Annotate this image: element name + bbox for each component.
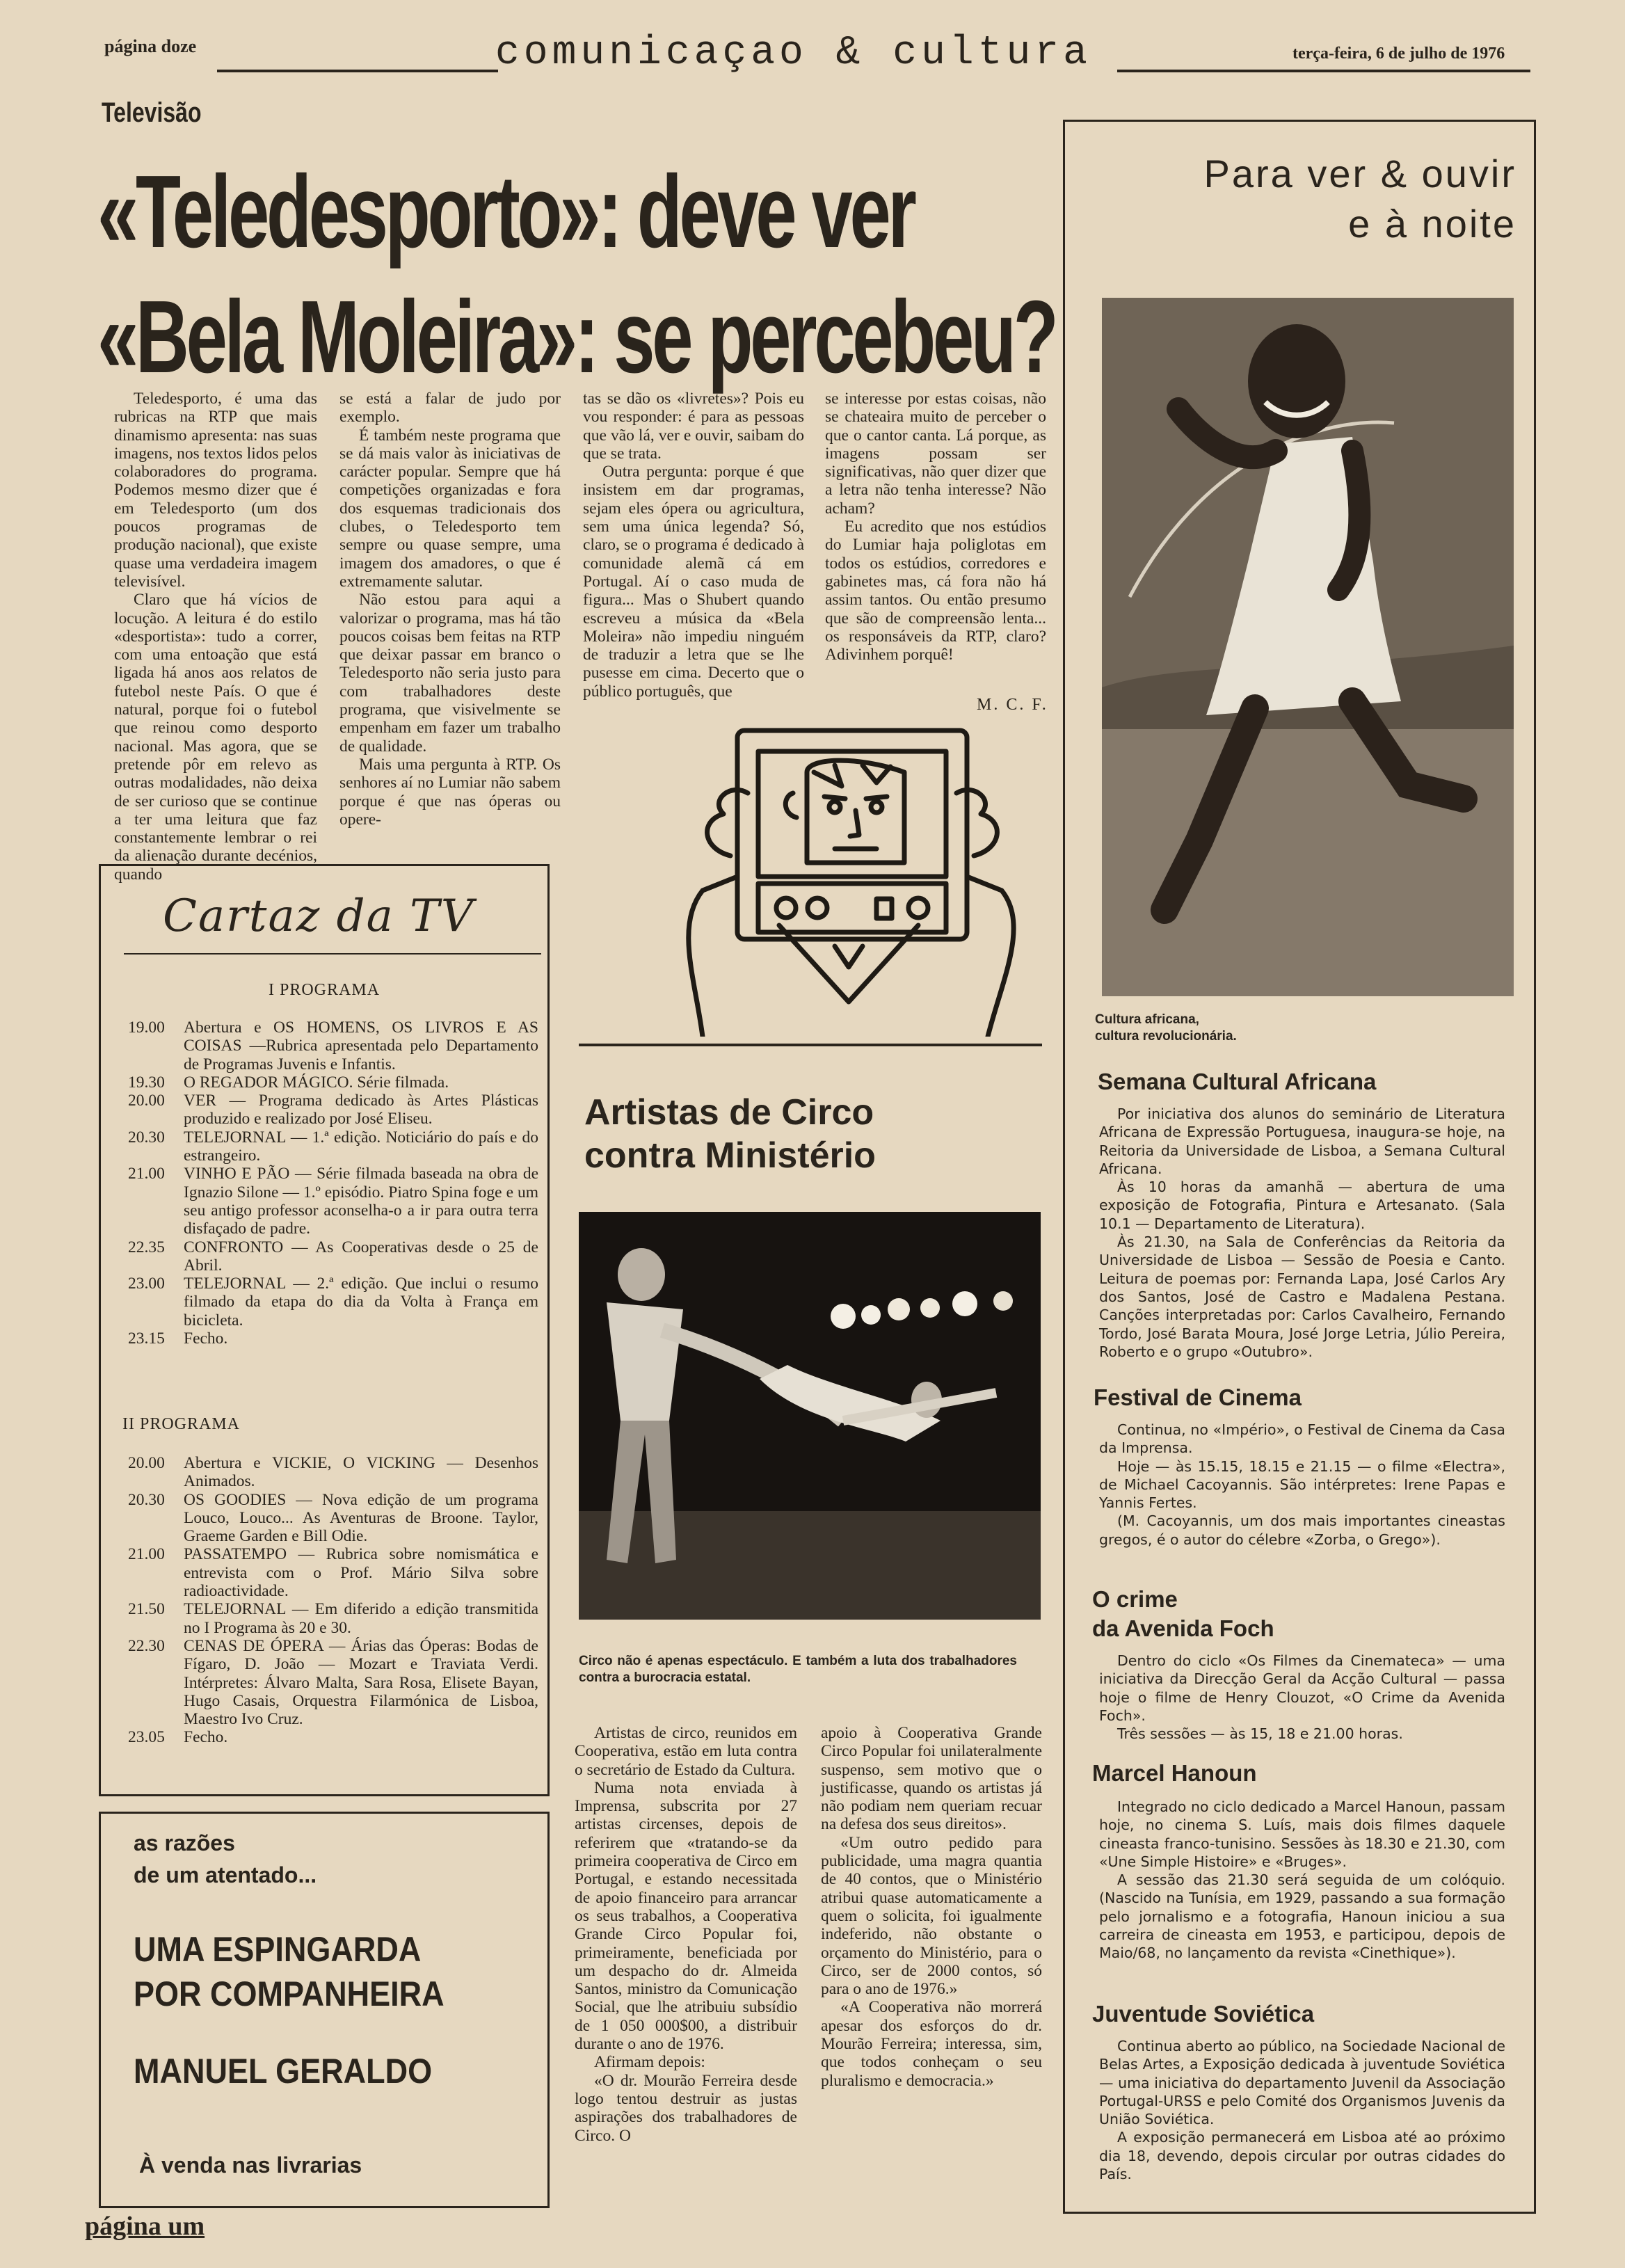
schedule-row [128, 1600, 538, 1637]
african-child-photo [1102, 298, 1514, 996]
sidebar-title [1099, 149, 1516, 249]
advert-title-line-1: UMA ESPINGARDA [134, 1930, 422, 1969]
schedule-row [128, 1165, 538, 1238]
advert-book-title [134, 1927, 445, 2016]
schedule-time: 22.30 [128, 1636, 165, 1655]
paragraph: se está a falar de judo por exemplo. [339, 390, 561, 426]
schedule-description: Abertura e OS HOMENS, OS LIVROS E AS COISAS —Rubrica apresentada pelo Departamento de Programas Juvenis e Infantis. [184, 1019, 538, 1073]
schedule-row [128, 1073, 538, 1092]
channel-1-schedule [128, 1019, 538, 1348]
caption-line-2: cultura revolucionária. [1095, 1029, 1237, 1044]
schedule-description: TELEJORNAL — 2.ª edição. Que inclui o resumo filmado da etapa do dia da Volta à França em bicicleta. [184, 1275, 538, 1329]
article-column-3 [583, 390, 804, 701]
paragraph: Por iniciativa dos alunos do seminário de Literatura Africana de Expressão Portuguesa, inaugura-se hoje, na Reitoria da Universidade de Lisboa, a Semana Cultural Africana. [1099, 1105, 1505, 1177]
schedule-description: O REGADOR MÁGICO. Série filmada. [184, 1073, 449, 1092]
article-kicker: Televisão [102, 97, 202, 128]
schedule-time: 19.30 [128, 1073, 165, 1092]
cinema-festival-text [1099, 1421, 1505, 1549]
paragraph: Às 10 horas da amanhã — abertura de uma exposição de Fotografia, Pintura e Artesanato. (Sala 10.1 — Departamento de Literatura). [1099, 1179, 1505, 1232]
schedule-row [128, 1637, 538, 1728]
schedule-row [128, 1275, 538, 1329]
paragraph: tas se dão os «livretes»? Pois eu vou responder: é para as pessoas que vão lá, ver e ouvir, saibam do que se trata. [583, 390, 804, 463]
author-signature: M. C. F. [977, 696, 1048, 714]
paragraph: apoio à Cooperativa Grande Circo Popular foi unilateralmente suspenso, sem motivo que o justificasse, quando os artistas já não podiam nem queriam recuar na defesa dos seus direitos». [821, 1724, 1042, 1834]
channel-2-schedule [128, 1454, 538, 1747]
circus-column-2 [821, 1724, 1042, 2090]
masthead-rule-right [1117, 70, 1530, 72]
masthead-rule-left [217, 70, 498, 72]
headline-line-1: «Teledesporto»: deve ver [97, 154, 914, 269]
paragraph: Três sessões — às 15, 18 e 21.00 horas. [1117, 1725, 1403, 1743]
sidebar-title-line-1: Para ver & ouvir [1203, 152, 1516, 195]
circus-photo-caption: Circo não é apenas espectáculo. E também a luta dos trabalhadores contra a burocracia estatal. [579, 1654, 1017, 1685]
schedule-description: TELEJORNAL — 1.ª edição. Noticiário do país e do estrangeiro. [184, 1128, 538, 1165]
paragraph: Dentro do ciclo «Os Filmes da Cinemateca» — uma iniciativa da Direcção Geral da Acção Cultural — passa hoje o filme de Henry Clouzot, «O Crime da Avenida Foch». [1099, 1652, 1505, 1724]
schedule-description: PASSATEMPO — Rubrica sobre nomismática e entrevista com o Prof. Mário Silva sobre radioactividade. [184, 1545, 538, 1601]
sidebar-photo-caption [1095, 1012, 1237, 1045]
schedule-row [128, 1019, 538, 1073]
schedule-description: VER — Programa dedicado às Artes Plásticas produzido e realizado por José Eliseu. [184, 1092, 538, 1128]
paragraph: Teledesporto, é uma das rubricas na RTP que mais dinamismo apresenta: nas suas imagens, nos textos lidos pelos colaboradores do programa. Podemos mesmo dizer que é em Teledesporto (um dos poucos programas de produção nacional), que existe quase uma verdadeira imagem televisível. [114, 390, 317, 591]
circus-performance-photo [579, 1212, 1041, 1620]
paragraph: Continua aberto ao público, na Sociedade Nacional de Belas Artes, a Exposição dedicada à juventude Soviética — uma iniciativa do departamento Juvenil da Associação Portugal-URSS e pelo Comité dos Organismos Juvenis da União Soviética. [1099, 2038, 1505, 2128]
paragraph: «A Cooperativa não morrerá apesar dos esforços do dr. Mourão Ferreira; interessa, sim, que todos conheçam o seu pluralismo e democracia.» [821, 1998, 1042, 2090]
schedule-time: 20.00 [128, 1092, 165, 1110]
paragraph: Eu acredito que nos estúdios do Lumiar haja poliglotas em todos os estúdios, corredores e gabinetes mas, cá fora não há assim tantos. Ou então presumo que são de compreensão lenta... os responsáveis da RTP, claro? Adivinhem porquê! [825, 518, 1046, 664]
schedule-description: Fecho. [184, 1728, 228, 1747]
paragraph: (M. Cacoyannis, um dos mais importantes cineastas gregos, é o autor do célebre «Zorba, o Grego»). [1099, 1512, 1505, 1548]
schedule-description: CENAS DE ÓPERA — Árias das Óperas: Bodas de Fígaro, D. João — Mozart e Traviata Verdi. Intérpretes: Álvaro Malta, Sara Rosa, Elisete Bayan, Hugo Casais, Orquestra Filarmónica de Lisboa, Maestro Ivo Cruz. [184, 1636, 538, 1729]
schedule-description: Abertura e VICKIE, O VICKING — Desenhos Animados. [184, 1454, 538, 1491]
schedule-description: CONFRONTO — As Cooperativas desde o 25 de Abril. [184, 1238, 538, 1275]
schedule-description: OS GOODIES — Nova edição de um programa Louco, Louco... As Aventuras de Broone. Taylor, Graeme Garden e Bill Odie. [184, 1490, 538, 1546]
schedule-time: 23.00 [128, 1275, 165, 1293]
paragraph: Mais uma pergunta à RTP. Os senhores aí no Lumiar não sabem porque é que nas óperas ou opere- [339, 755, 561, 829]
section-heading-soviet-youth: Juventude Soviética [1092, 2001, 1315, 2027]
paragraph: Claro que há vícios de locução. A leitura é do estilo «desportista»: tudo a correr, com uma entoação que está ligada há anos aos relatos de futebol neste País. O que é natural, porque foi o futebol que reinou como desporto nacional. Mas agora, que se pretende pôr em relevo as outras modalidades, não deixa de ser curioso que se continue a ter uma leitura que faz constantemente lembrar o rei da alienação durante decénios, quando [114, 591, 317, 884]
tv-cartoon-illustration [626, 717, 1071, 1037]
schedule-row [128, 1545, 538, 1600]
paragraph: se interesse por estas coisas, não se chateaira muito de perceber o que o cantor canta. Lá porque, as imagens possam ser significativas, não quer dizer que a letra não tenha interesse? Não acham? [825, 390, 1046, 518]
headline-line-2: «Bela Moleira»: se percebeu? [97, 280, 1056, 394]
advert-teaser-line-2: de um atentado... [134, 1862, 317, 1887]
section-heading-marcel-hanoun: Marcel Hanoun [1092, 1760, 1257, 1786]
schedule-row [128, 1454, 538, 1491]
section-heading-african-week: Semana Cultural Africana [1098, 1069, 1377, 1094]
advert-teaser [134, 1827, 317, 1891]
schedule-time: 21.00 [128, 1545, 165, 1564]
heading-line-2: da Avenida Foch [1092, 1615, 1274, 1641]
article-column-4 [825, 390, 1046, 664]
paragraph: «O dr. Mourão Ferreira desde logo tentou destruir as justas aspirações dos trabalhadores de Circo. O [575, 2071, 797, 2145]
section-heading-cinema-festival: Festival de Cinema [1094, 1384, 1302, 1410]
paragraph: Artistas de circo, reunidos em Cooperativa, estão em luta contra o secretário de Estado da Cultura. [575, 1724, 797, 1779]
advert-teaser-line-1: as razões [134, 1830, 235, 1855]
footer-page-label: página um [85, 2212, 205, 2241]
cartoon-rule [579, 1044, 1042, 1046]
sidebar-title-line-2: e à noite [1348, 202, 1516, 246]
schedule-time: 20.30 [128, 1128, 165, 1147]
schedule-description: VINHO E PÃO — Série filmada baseada na obra de Ignazio Silone — 1.º episódio. Piatro Spina foge e um seu antigo professor aconselha-o a ir para outra terra disfaçado de padre. [184, 1165, 538, 1238]
paragraph: Numa nota enviada à Imprensa, subscrita por 27 artistas circenses, depois de referirem que «tratando-se da primeira cooperativa de Circo em Portugal, e estando necessitada de apoio financeiro para arrancar os seus trabalhos, a Cooperativa Grande Circo Popular foi, primeiramente, beneficiada por um despacho do dr. Almeida Santos, ministro da Comunicação Social, que lhe atribuiu subsídio de 1 050 000$00, a distribuir durante o ano de 1976. [575, 1778, 797, 2054]
paragraph: Hoje — às 15.15, 18.15 e 21.15 — o filme «Electra», de Michael Cacoyannis. São intérpretes: Irene Papas e Yannis Fertes. [1099, 1458, 1505, 1512]
schedule-time: 22.35 [128, 1238, 165, 1256]
paragraph: Integrado no ciclo dedicado a Marcel Hanoun, passam hoje, no cinema S. Luís, mais dois filmes daquele cineasta franco-tunisino. Sessões às 18.30 e 21.30, com «Une Simple Histoire» e «Bruges». [1099, 1798, 1505, 1870]
circus-column-1 [575, 1724, 797, 2145]
soviet-youth-text [1099, 2037, 1505, 2183]
issue-date: terça-feira, 6 de julho de 1976 [1292, 45, 1505, 63]
schedule-description: Fecho. [184, 1329, 228, 1348]
advert-author: MANUEL GERALDO [134, 2052, 433, 2091]
caption-line-1: Cultura africana, [1095, 1012, 1199, 1027]
paragraph: A sessão das 21.30 será seguida de um colóquio. (Nascido na Tunísia, em 1929, passando a sua formação pelo jornalismo e a fotografia, Hanoun iniciou a sua carreira de cineasta em 1953, e participou, depois de Maio/68, no lançamento da revista «Cinethique»). [1099, 1871, 1505, 1962]
schedule-time: 23.05 [128, 1728, 165, 1747]
schedule-time: 19.00 [128, 1019, 165, 1037]
circus-headline-line-1: Artistas de Circo [584, 1092, 874, 1133]
schedule-time: 21.50 [128, 1600, 165, 1619]
article-column-2 [339, 390, 561, 829]
channel-2-label: II PROGRAMA [122, 1415, 241, 1433]
paragraph: Às 21.30, na Sala de Conferências da Reitoria da Universidade de Lisboa — Sessão de Poesia e Canto. Leitura de poemas por: Fernanda Lapa, José Carlos Ary dos Santos, José de Castro e Madalena Pestana. Canções interpretadas por: Carlos Cavalheiro, Fernando Tordo, José Barata Moura, José Jorge Letria, Júlio Pereira, Roberto e o grupo «Outubro». [1099, 1233, 1505, 1360]
advert-title-line-2: POR COMPANHEIRA [134, 1974, 445, 2013]
marcel-hanoun-text [1099, 1798, 1505, 1963]
schedule-row [128, 1329, 538, 1348]
schedule-time: 20.30 [128, 1490, 165, 1509]
schedule-row [128, 1128, 538, 1165]
paragraph: Continua, no «Império», o Festival de Cinema da Casa da Imprensa. [1099, 1421, 1505, 1457]
channel-1-label: I PROGRAMA [269, 981, 381, 999]
tv-title-rule [124, 953, 541, 955]
tv-listings-title: Cartaz da TV [163, 891, 475, 942]
african-week-text [1099, 1105, 1505, 1361]
schedule-description: TELEJORNAL — Em diferido a edição transmitida no I Programa às 20 e 30. [184, 1600, 538, 1637]
circus-headline [584, 1091, 876, 1177]
paragraph: É também neste programa que se dá mais valor às iniciativas de carácter popular. Sempre que há competições organizadas e fora dos esquemas tradicionais dos clubes, o Teledesporto tem sempre ou quase sempre, uma imagem dos amadores, o que é extremamente salutar. [339, 426, 561, 591]
schedule-row [128, 1491, 538, 1546]
schedule-row [128, 1728, 538, 1746]
crime-avenida-foch-text [1099, 1652, 1505, 1743]
paragraph: Não estou para aqui a valorizar o programa, mas há tão poucos coisas bem feitas na RTP que deixar passar em branco o Teledesporto não seria justo para com trabalhadores deste programa, que visivelmente se empenham em fazer um trabalho de qualidade. [339, 591, 561, 756]
paragraph: A exposição permanecerá em Lisboa até ao próximo dia 18, devendo, depois circular por outras cidades do País. [1099, 2129, 1505, 2183]
paragraph: «Um outro pedido para publicidade, uma magra quantia de 40 contos, que o Ministério atribui quase automaticamente a quem o solicita, foi igualmente indeferido, não obstante o orçamento do Ministério, para o Circo, ser de 2000 contos, só para o ano de 1976.» [821, 1833, 1042, 1999]
paragraph: Afirmam depois: [594, 2053, 705, 2072]
schedule-row [128, 1092, 538, 1128]
heading-line-1: O crime [1092, 1586, 1178, 1612]
section-heading-crime-avenida-foch [1092, 1585, 1274, 1643]
schedule-row [128, 1238, 538, 1275]
circus-headline-line-2: contra Ministério [584, 1135, 876, 1176]
section-title: comunicaçao & cultura [495, 31, 1091, 76]
page-number-label: página doze [104, 36, 197, 56]
paragraph: Outra pergunta: porque é que insistem em dar programas, sejam eles ópera ou agricultura, sem uma única legenda? Só, claro, se o programa é dedicado à comunidade alemã cá em Portugal. Aí o caso muda de figura... Mas o Shubert quando escreveu a música da «Bela Moleira» não impediu ninguém de traduzir a letra que se lhe pusesse em cima. Decerto que o público português, que [583, 463, 804, 701]
schedule-time: 21.00 [128, 1165, 165, 1183]
advert-call-to-action: À venda nas livrarias [139, 2153, 362, 2178]
article-column-1 [114, 390, 317, 884]
schedule-time: 23.15 [128, 1329, 165, 1348]
schedule-time: 20.00 [128, 1454, 165, 1472]
